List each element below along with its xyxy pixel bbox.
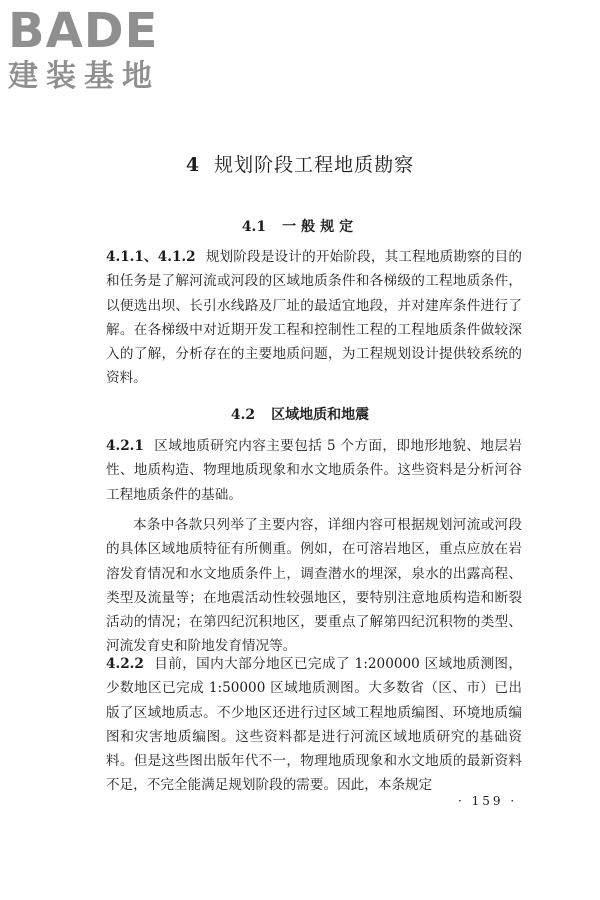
- clause-text: 本条中各款只列举了主要内容，详细内容可根据规划河流或河段的具体区域地质特征有所侧重。例如，在可溶岩地区，重点应放在岩溶发育情况和水文地质条件上，调查潜水的埋深，泉水的出露高程、类型及流量等；在地震活动性较强地区，要特别注意地质构造和断裂活动的情况；在第四纪沉积地区，要重点了解第四纪沉积物的类型、河流发育史和阶地发育情况等。: [106, 517, 522, 655]
- watermark-subtitle: 建装基地: [8, 59, 160, 94]
- paragraph-4-1-1: [106, 245, 522, 391]
- page-number: · 159 ·: [458, 794, 518, 808]
- section-number: 4.2: [230, 407, 256, 423]
- section-title: 区域地质和地震: [271, 407, 370, 423]
- section-title: 一般规定: [282, 219, 359, 235]
- chapter-number: 4: [185, 154, 201, 176]
- paragraph-4-2-1-note: [106, 513, 522, 659]
- paragraph-4-2-2: [106, 652, 522, 798]
- clause-number: 4.2.1: [106, 438, 144, 454]
- clause-number: 4.2.2: [106, 656, 144, 672]
- section-heading-4-2: [0, 404, 600, 424]
- watermark-brand: BADE: [8, 3, 159, 59]
- clause-text: 规划阶段是设计的开始阶段，其工程地质勘察的目的和任务是了解河流或河段的区域地质条件和各梯级的工程地质条件，以便选出坝、长引水线路及厂址的最适宜地段，并对建库条件进行了解。在各梯级中对近期开发工程和控制性工程的工程地质条件做较深入的了解，分析存在的主要地质问题，为工程规划设计提供较系统的资料。: [106, 249, 523, 387]
- watermark-logo: [8, 3, 178, 96]
- chapter-title: 规划阶段工程地质勘察: [214, 154, 415, 176]
- section-number: 4.1: [241, 219, 267, 235]
- section-heading-4-1: [0, 216, 600, 236]
- chapter-heading: [0, 150, 600, 177]
- clause-text: 目前，国内大部分地区已完成了 1:200000 区域地质测图，少数地区已完成 1:50000 区域地质测图。大多数省（区、市）已出版了区域地质志。不少地区还进行过区域工程地质编图、环境地质编图和灾害地质编图。这些资料都是进行河流区域地质研究的基础资料。但是这些图出版年代不一，物理地质现象和水文地质的最新资料不足，不完全能满足规划阶段的需要。因此，本条规定: [106, 656, 522, 794]
- paragraph-4-2-1: [106, 434, 522, 507]
- clause-number: 4.1.1、4.1.2: [106, 249, 196, 265]
- clause-text: 区域地质研究内容主要包括 5 个方面，即地形地貌、地层岩性、地质构造、物理地质现象和水文地质条件。这些资料是分析河谷工程地质条件的基础。: [106, 438, 522, 503]
